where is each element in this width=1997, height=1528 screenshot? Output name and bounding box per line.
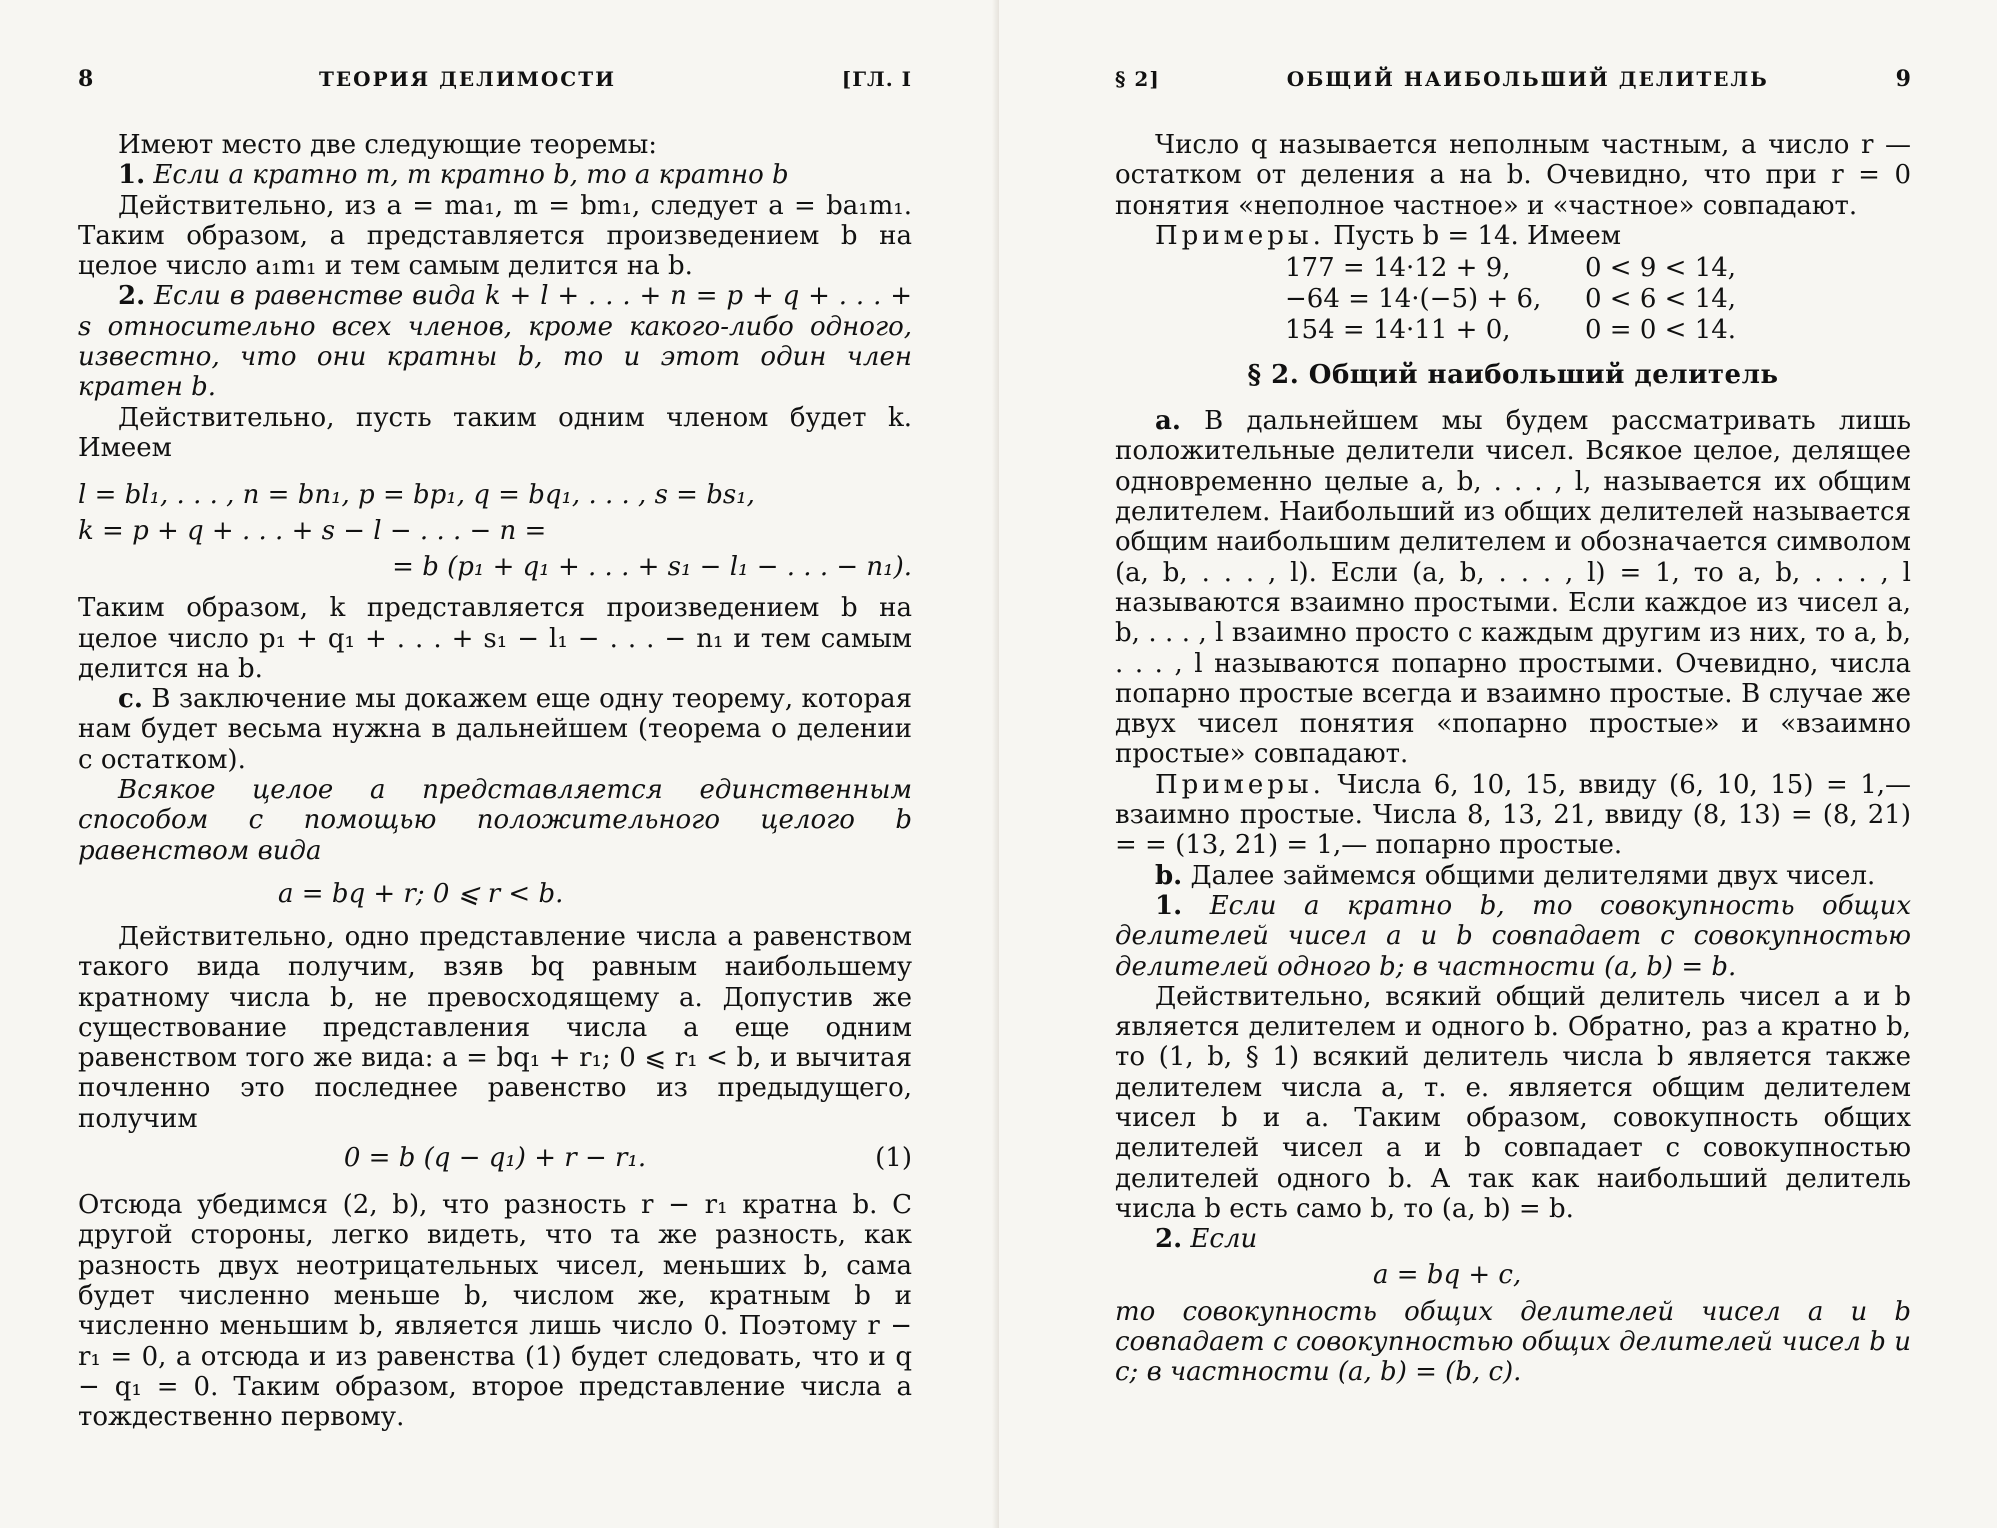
section-ref: § 2] xyxy=(1115,67,1160,91)
left-page-number: 8 xyxy=(78,66,94,92)
example-row xyxy=(1285,253,1911,284)
formula-line: = b (p₁ + q₁ + . . . + s₁ − l₁ − . . . − n₁). xyxy=(392,552,912,583)
example-row xyxy=(1285,284,1911,315)
left-running-title: ТЕОРИЯ ДЕЛИМОСТИ xyxy=(319,67,616,91)
theorem-text: Если xyxy=(1190,1224,1258,1255)
formula-line: a = bq + r; 0 ⩽ r < b. xyxy=(278,878,564,909)
example-equation: −64 = 14·(−5) + 6, xyxy=(1285,284,1542,315)
theorem-b2-text: то совокупность общих делителей чисел a и b совпадает с совокупностью общих делителей чисел b и c; в частности (a, b) = (b, c). xyxy=(1115,1296,1911,1388)
theorem-text: Если a кратно m, m кратно b, то a кратно b xyxy=(153,160,789,191)
example-inequality: 0 < 6 < 14, xyxy=(1585,284,1737,315)
paragraph: Число q называется неполным частным, а число r — остатком от деления a на b. Очевидно, что при r = 0 понятия «неполное частное» и «частное» совпадают. xyxy=(1115,130,1911,221)
paragraph-text: Числа 6, 10, 15, ввиду (6, 10, 15) = 1,— взаимно простые. Числа 8, 13, 21, ввиду (8, 13) = (8, 21) = = (13, 21) = 1,— попарно простые. xyxy=(1115,769,1912,861)
chapter-ref: [ГЛ. I xyxy=(841,67,912,91)
paragraph: Действительно, одно представление числа a равенством такого вида получим, взяв bq равным наибольшему кратному числа b, не превосходящему a. Допустив же существование представления числа a еще одним равенством того же вида: a = bq₁ + r₁; 0 ⩽ r₁ < b, и вычитая почленно это последнее равенство из предыдущего, получим xyxy=(78,921,912,1134)
equation-1 xyxy=(78,1140,912,1176)
paragraph: Действительно, всякий общий делитель чисел a и b является делителем и одного b. Обратно, раз a кратно b, то (1, b, § 1) всякий делитель числа b является также делителем числа a, т. е. является общим делителем чисел b и a. Таким образом, совокупность общих делителей чисел a и b совпадает с совокупностью делителей одного b. А так как наибольший делитель числа b есть само b, то (a, b) = b. xyxy=(1115,981,1911,1224)
paragraph: Имеют место две следующие теоремы: xyxy=(118,130,658,160)
examples-label: Примеры. xyxy=(1155,220,1325,251)
section-heading: § 2. Общий наибольший делитель xyxy=(1247,360,1779,391)
paragraph-text: В заключение мы докажем еще одну теорему, которая нам будет весьма нужна в дальнейшем (теорема о делении с остатком). xyxy=(78,684,913,775)
right-page-number: 9 xyxy=(1895,66,1911,92)
examples-intro xyxy=(1115,221,1911,251)
right-page xyxy=(999,0,1997,1528)
example-inequality: 0 < 9 < 14, xyxy=(1585,253,1737,284)
paragraph-text: Далее займемся общими делителями двух чисел. xyxy=(1190,860,1876,891)
right-running-head xyxy=(1115,66,1911,92)
example-equation: 177 = 14·12 + 9, xyxy=(1285,253,1511,284)
paragraph-b xyxy=(1115,861,1911,891)
equation-text: 0 = b (q − q₁) + r − r₁. xyxy=(343,1143,647,1174)
theorem-b2-lead xyxy=(1115,1224,1911,1254)
theorem-label: 2. xyxy=(118,281,146,312)
left-page xyxy=(0,0,998,1528)
example-row xyxy=(1285,315,1911,346)
theorem-label: 1. xyxy=(1155,890,1183,921)
examples-text: Пусть b = 14. Имеем xyxy=(1333,220,1621,251)
examples-label: Примеры. xyxy=(1155,769,1325,800)
theorem-2 xyxy=(78,281,912,402)
item-label: a. xyxy=(1155,406,1181,437)
theorem-3: Всякое целое a представляется единственным способом с помощью положительного целого b равенством вида xyxy=(78,775,912,866)
theorem-label: 1. xyxy=(118,160,146,191)
right-running-title: ОБЩИЙ НАИБОЛЬШИЙ ДЕЛИТЕЛЬ xyxy=(1286,67,1769,91)
paragraph: Таким образом, k представляется произведением b на целое число p₁ + q₁ + . . . + s₁ − l₁ − . . . − n₁ и тем самым делится на b. xyxy=(78,593,912,684)
theorem-text: Если в равенстве вида k + l + . . . + n = p + q + . . . + s относительно всех членов, кроме какого-либо одного, известно, что они кратны b, то и этот один член кратен b. xyxy=(78,281,913,403)
theorem-text: Если a кратно b, то совокупность общих делителей чисел a и b совпадает с совокупностью делителей одного b; в частности (a, b) = b. xyxy=(1115,890,1911,982)
examples-table xyxy=(1285,253,1911,346)
paragraph-c xyxy=(78,684,912,775)
formula-line: l = bl₁, . . . , n = bn₁, p = bp₁, q = bq₁, . . . , s = bs₁, xyxy=(78,480,755,511)
left-running-head xyxy=(78,66,912,92)
item-label: b. xyxy=(1155,860,1183,891)
paragraph-a xyxy=(1115,406,1911,770)
paragraph: Действительно, из a = ma₁, m = bm₁, следует a = ba₁m₁. Таким образом, a представляется произведением b на целое число a₁m₁ и тем самым делится на b. xyxy=(78,190,912,282)
paragraph: Действительно, пусть таким одним членом будет k. Имеем xyxy=(78,402,912,463)
formula-line: k = p + q + . . . + s − l − . . . − n = xyxy=(78,516,547,547)
theorem-b1 xyxy=(1115,891,1911,982)
example-inequality: 0 = 0 < 14. xyxy=(1585,315,1737,346)
equation-number: (1) xyxy=(875,1143,912,1174)
formula-line: a = bq + c, xyxy=(1373,1259,1522,1290)
paragraph: Отсюда убедимся (2, b), что разность r − r₁ кратна b. С другой стороны, легко видеть, что та же разность, как разность двух неотрицательных чисел, меньших b, сама будет численно меньше b, числом же, кратным b и численно меньшим b, является лишь число 0. Поэтому r − r₁ = 0, а отсюда и из равенства (1) будет следовать, что и q − q₁ = 0. Таким образом, второе представление числа a тождественно первому. xyxy=(78,1190,912,1433)
examples-2 xyxy=(1115,770,1911,861)
theorem-label: 2. xyxy=(1155,1224,1183,1255)
paragraph-text: В дальнейшем мы будем рассматривать лишь положительные делители чисел. Всякое целое, делящее одновременно целые a, b, . . . , l, называется их общим делителем. Наибольший из общих делителей называется общим наибольшим делителем и обозначается символом (a, b, . . . , l). Если (a, b, . . . , l) = 1, то a, b, . . . , l называются взаимно простыми. Если каждое из чисел a, b, . . . , l взаимно просто с каждым другим из них, то a, b, . . . , l называются попарно простыми. Очевидно, числа попарно простые всегда и взаимно простые. В случае же двух чисел понятия «попарно простые» и «взаимно простые» совпадают. xyxy=(1115,406,1912,770)
item-label: c. xyxy=(118,684,143,715)
example-equation: 154 = 14·11 + 0, xyxy=(1285,315,1511,346)
formula-block xyxy=(78,477,912,585)
theorem-1 xyxy=(78,160,912,190)
